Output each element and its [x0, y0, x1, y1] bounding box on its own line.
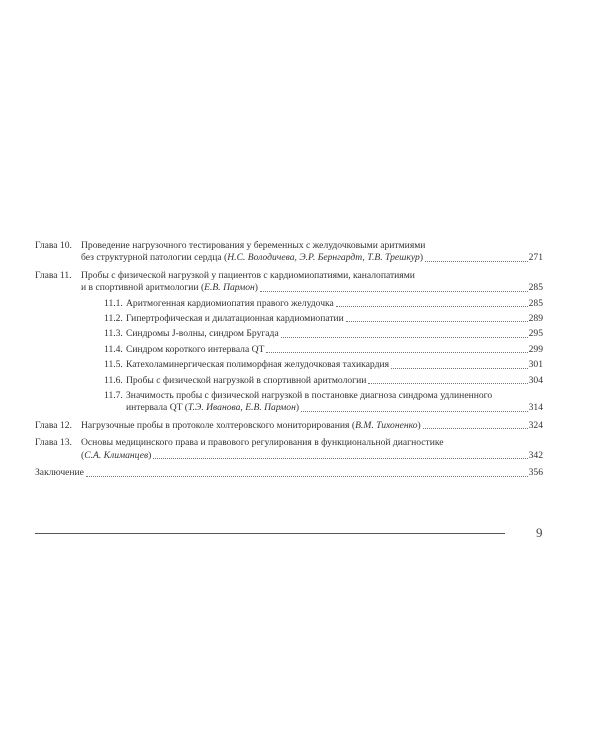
toc-entry-section-11-4[interactable]	[104, 344, 543, 356]
dot-leader	[266, 352, 527, 353]
toc-entry-chapter-10[interactable]	[35, 240, 543, 265]
page-number: 314	[528, 402, 543, 414]
toc-entry-section-11-5[interactable]	[104, 359, 543, 371]
section-number: 11.7.	[104, 390, 123, 402]
footer-rule	[35, 533, 505, 534]
section-title: 11.2. Гипертрофическая и дилатационная кардиомиопатии	[104, 313, 344, 325]
chapter-title-line: (С.А. Климанцев)	[81, 449, 152, 461]
section-number: 11.3.	[104, 328, 123, 340]
toc-entry-conclusion[interactable]	[35, 467, 543, 479]
toc-entry-section-11-2[interactable]	[104, 313, 543, 325]
chapter-label: Глава 10.	[35, 240, 72, 251]
chapter-authors: В.М. Тихоненко	[355, 419, 418, 431]
page-number: 324	[528, 419, 543, 431]
toc-entry-section-11-7[interactable]	[104, 390, 543, 415]
toc-entry-chapter-12[interactable]	[35, 420, 543, 432]
page-number: 289	[528, 313, 543, 325]
chapter-title-line: без структурной патологии сердца (Н.С. Володичева, Э.Р. Бернгардт, Т.В. Трешкур)	[81, 252, 424, 264]
chapter-label: Глава 13.	[35, 437, 72, 449]
section-number: 11.1.	[104, 297, 123, 309]
section-title-line: 11.7. Значимость пробы с физической нагрузкой в постановке диагноза синдрома удлиненного	[104, 390, 493, 402]
section-authors: Т.Э. Иванова, Е.В. Пармон	[187, 402, 296, 414]
chapter-label: Глава 11.	[35, 269, 72, 281]
dot-leader	[368, 383, 527, 384]
page-number: 342	[528, 449, 543, 461]
section-title-line: интервала QT (Т.Э. Иванова, Е.В. Пармон)	[126, 402, 300, 414]
page-number: 356	[528, 467, 543, 479]
chapter-title: Нагрузочные пробы в протоколе холтеровского мониторирования (В.М. Тихоненко)	[81, 419, 421, 431]
chapter-label: Глава 12.	[35, 419, 72, 431]
section-title: 11.1. Аритмогенная кардиомиопатия правого желудочка	[104, 297, 334, 309]
chapter-title-line: и в спортивной аритмологии (Е.В. Пармон)	[81, 282, 258, 294]
toc-entry-chapter-13[interactable]	[35, 437, 543, 462]
dot-leader	[281, 337, 528, 338]
dot-leader	[346, 321, 528, 322]
section-title: 11.3. Синдромы J-волны, синдром Бругада	[104, 328, 279, 340]
chapter-title-line: Основы медицинского права и правового регулирования в функциональной диагностике	[81, 437, 444, 449]
toc-entry-section-11-1[interactable]	[104, 298, 543, 310]
page-number: 285	[528, 282, 543, 294]
dot-leader	[423, 428, 528, 429]
section-number: 11.6.	[104, 374, 123, 386]
chapter-authors: Н.С. Володичева, Э.Р. Бернгардт, Т.В. Трешкур	[227, 252, 420, 264]
chapter-authors: Е.В. Пармон	[204, 282, 255, 294]
section-number: 11.5.	[104, 359, 123, 371]
dot-leader	[336, 306, 528, 307]
dot-leader	[391, 368, 528, 369]
chapter-title-line: Пробы с физической нагрузкой у пациентов с кардиомиопатиями, каналопатиями	[81, 269, 415, 281]
dot-leader	[86, 476, 528, 477]
section-title: 11.6. Пробы с физической нагрузкой в спортивной аритмологии	[104, 374, 367, 386]
chapter-title-line: Проведение нагрузочного тестирования у беременных с желудочковыми аритмиями	[81, 240, 426, 251]
chapter-authors: С.А. Климанцев	[84, 449, 149, 461]
section-number: 11.4.	[104, 343, 123, 355]
section-title: 11.4. Синдром короткого интервала QT	[104, 343, 265, 355]
dot-leader	[153, 458, 527, 459]
page-number: 301	[528, 359, 543, 371]
table-of-contents	[35, 240, 543, 480]
page-number: 285	[528, 297, 543, 309]
section-title: 11.5. Катехоламинергическая полиморфная желудочковая тахикардия	[104, 359, 390, 371]
folio-page-number: 9	[536, 525, 543, 540]
page-number: 295	[528, 328, 543, 340]
page-number: 304	[528, 374, 543, 386]
toc-entry-section-11-6[interactable]	[104, 375, 543, 387]
dot-leader	[260, 291, 528, 292]
conclusion-title: Заключение	[35, 467, 84, 479]
page-number: 271	[528, 252, 543, 264]
page-number: 299	[528, 343, 543, 355]
section-number: 11.2.	[104, 313, 123, 325]
toc-entry-section-11-3[interactable]	[104, 328, 543, 340]
toc-entry-chapter-11[interactable]	[35, 270, 543, 295]
dot-leader	[301, 411, 528, 412]
dot-leader	[425, 261, 528, 262]
